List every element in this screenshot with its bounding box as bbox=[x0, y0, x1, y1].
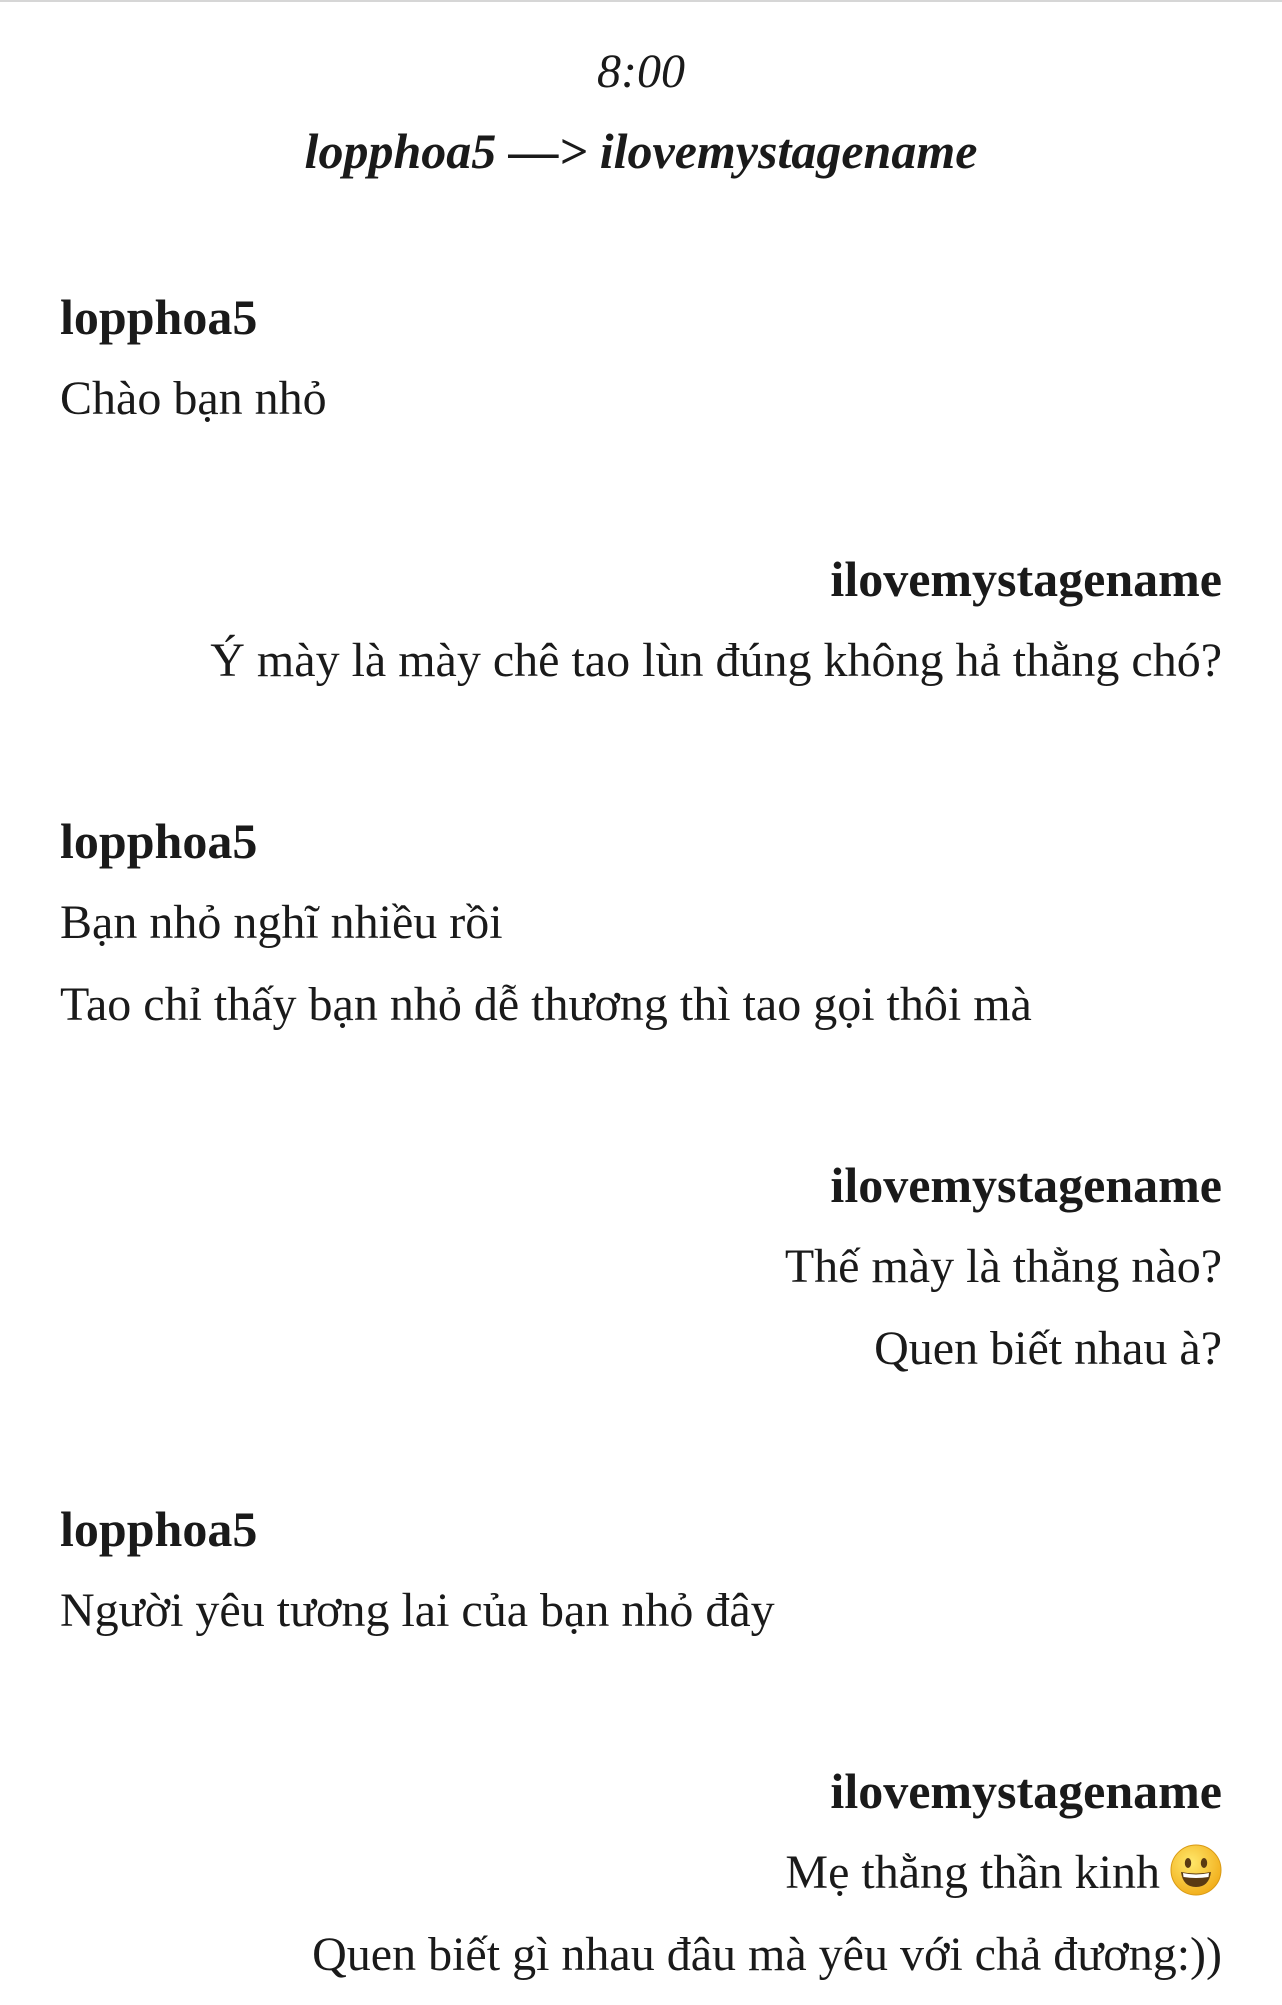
message-line: Tao chỉ thấy bạn nhỏ dễ thương thì tao gọi thôi mà bbox=[60, 978, 1032, 1031]
sender-name: ilovemystagename bbox=[830, 1157, 1222, 1213]
sender-name: lopphoa5 bbox=[60, 813, 258, 869]
message-line: Quen biết gì nhau đâu mà yêu với chả đương:)) bbox=[312, 1928, 1222, 1981]
message-line: Thế mày là thằng nào? bbox=[784, 1240, 1222, 1293]
message-group-ilovemystagename bbox=[60, 1759, 1222, 1987]
sender-name: ilovemystagename bbox=[830, 551, 1222, 607]
message-group-lopphoa5 bbox=[60, 285, 1222, 431]
message-thread bbox=[60, 285, 1222, 2005]
message-text: Mẹ thằng thần kinh bbox=[785, 1846, 1160, 1899]
grinning-face-icon bbox=[1170, 1844, 1222, 1896]
message-line: Ý mày là mày chê tao lùn đúng không hả thằng chó? bbox=[210, 634, 1222, 687]
message-line-with-emoji bbox=[60, 1841, 1222, 1905]
message-group-ilovemystagename bbox=[60, 547, 1222, 693]
top-divider bbox=[0, 0, 1282, 2]
sender-name: lopphoa5 bbox=[60, 289, 258, 345]
conversation-route: lopphoa5 —> ilovemystagename bbox=[304, 123, 978, 179]
sender-name: ilovemystagename bbox=[830, 1763, 1222, 1819]
chat-header bbox=[0, 40, 1282, 186]
message-line: Người yêu tương lai của bạn nhỏ đây bbox=[60, 1584, 775, 1637]
sender-name: lopphoa5 bbox=[60, 1501, 258, 1557]
message-line: Chào bạn nhỏ bbox=[60, 372, 327, 425]
message-line: Bạn nhỏ nghĩ nhiều rồi bbox=[60, 896, 503, 949]
message-line: Quen biết nhau à? bbox=[874, 1322, 1222, 1375]
message-group-lopphoa5 bbox=[60, 1497, 1222, 1643]
message-group-ilovemystagename bbox=[60, 1153, 1222, 1381]
message-group-lopphoa5 bbox=[60, 809, 1222, 1037]
timestamp: 8:00 bbox=[597, 45, 685, 98]
